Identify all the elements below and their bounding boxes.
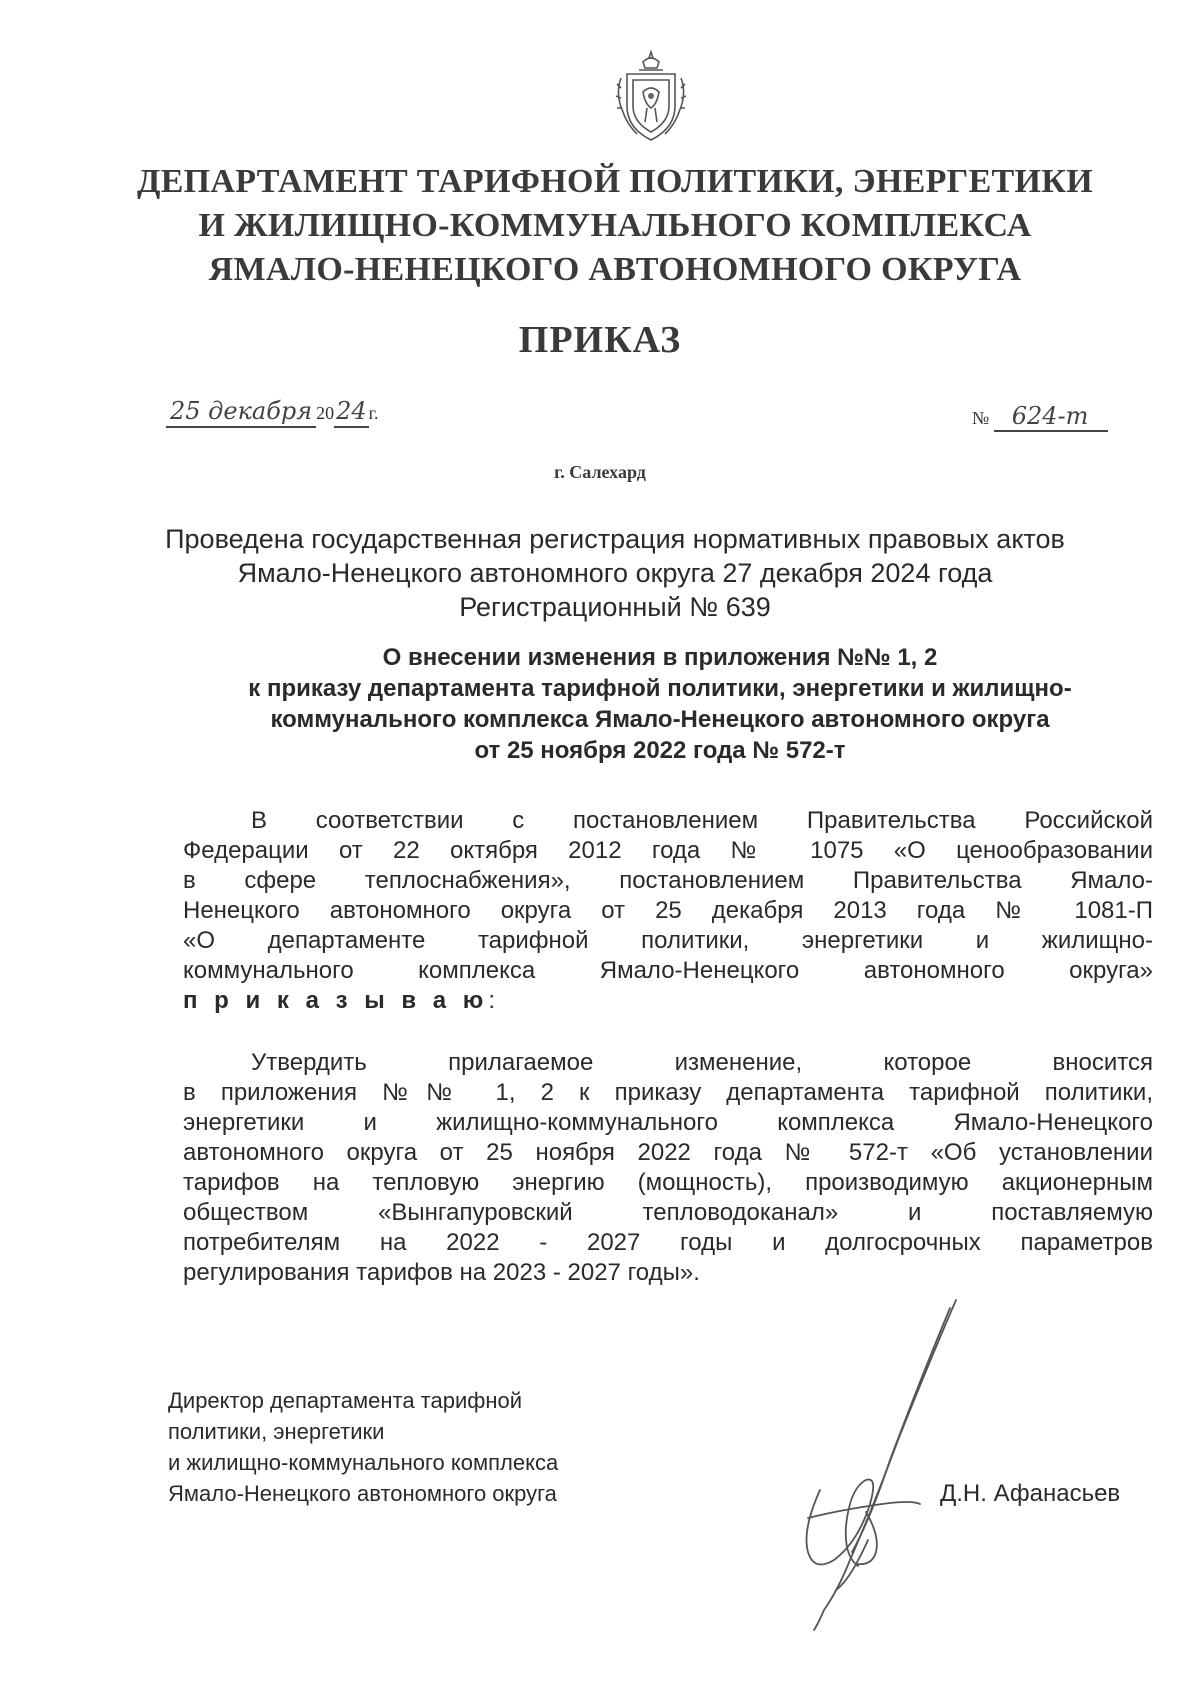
date-year-prefix: 20 xyxy=(316,403,335,423)
order-number-handwritten: 624-т xyxy=(1011,402,1089,430)
registration-line-1: Проведена государственная регистрация нормативных правовых актов xyxy=(165,524,1065,554)
preamble-line-1: В соответствии с постановлением Правительства Российской xyxy=(251,807,1153,834)
date-day-month-field xyxy=(166,398,316,428)
preamble-line-4: Ненецкого автономного округа от 25 декабря 2013 года № 1081-П xyxy=(183,897,1153,924)
subject-line-1: О внесении изменения в приложения №№ 1, 2 xyxy=(382,644,938,671)
signer-position-line-4: Ямало-Ненецкого автономного округа xyxy=(168,1481,557,1506)
city-of-issue: г. Салехард xyxy=(554,462,646,482)
order-number-field xyxy=(994,404,1108,432)
subject-line-2: к приказу департамента тарифной политики, энергетики и жилищно- xyxy=(248,675,1072,702)
subject-line-4: от 25 ноября 2022 года № 572-т xyxy=(474,737,846,764)
document-type-heading: ПРИКАЗ xyxy=(518,319,682,361)
order-subject xyxy=(160,642,1160,766)
operative-line-3: энергетики и жилищно-коммунального комплекса Ямало-Ненецкого xyxy=(183,1109,1153,1136)
operative-line-6: обществом «Вынгапуровский тепловодоканал» и поставляемую xyxy=(183,1199,1153,1226)
department-title-line-2: И ЖИЛИЩНО-КОММУНАЛЬНОГО КОМПЛЕКСА xyxy=(198,207,1032,244)
operative-line-8: регулирования тарифов на 2023 - 2027 годы». xyxy=(183,1259,700,1286)
signer-position xyxy=(168,1385,728,1509)
date-day-month-handwritten: 25 декабря xyxy=(170,397,313,425)
operative-line-5: тарифов на тепловую энергию (мощность), производимую акционерным xyxy=(183,1169,1153,1196)
preamble-line-5: «О департаменте тарифной политики, энергетики и жилищно- xyxy=(183,927,1153,954)
signer-position-line-2: политики, энергетики xyxy=(168,1419,385,1444)
order-word: п р и к а з ы в а ю xyxy=(183,987,489,1014)
order-word-line xyxy=(183,986,1153,1016)
operative-line-7: потребителям на 2022 - 2027 годы и долгосрочных параметров xyxy=(183,1229,1153,1256)
preamble-line-3: в сфере теплоснабжения», постановлением Правительства Ямало- xyxy=(183,867,1153,894)
preamble-line-2: Федерации от 22 октября 2012 года № 1075 «О ценообразовании xyxy=(183,837,1153,864)
department-title-line-3: ЯМАЛО-НЕНЕЦКОГО АВТОНОМНОГО ОКРУГА xyxy=(208,251,1022,288)
order-number xyxy=(972,404,1108,432)
preamble-line-6: коммунального комплекса Ямало-Ненецкого автономного округа» xyxy=(183,957,1153,984)
order-number-label: № xyxy=(972,408,990,428)
subject-line-3: коммунального комплекса Ямало-Ненецкого автономного округа xyxy=(270,706,1050,733)
department-title-line-1: ДЕПАРТАМЕНТ ТАРИФНОЙ ПОЛИТИКИ, ЭНЕРГЕТИКИ xyxy=(137,163,1093,200)
registration-line-3: Регистрационный № 639 xyxy=(459,592,771,622)
yanao-coat-of-arms-icon xyxy=(613,48,689,148)
operative-line-1: Утвердить прилагаемое изменение, которое вносится xyxy=(251,1049,1153,1076)
registration-note xyxy=(100,522,1130,624)
operative-line-2: в приложения №№ 1, 2 к приказу департамента тарифной политики, xyxy=(183,1079,1153,1106)
signer-position-line-1: Директор департамента тарифной xyxy=(168,1388,523,1413)
order-word-colon: : xyxy=(488,987,495,1014)
signer-name: Д.Н. Афанасьев xyxy=(940,1480,1121,1507)
date-year-handwritten: 24 xyxy=(336,397,367,425)
date-year-field xyxy=(334,398,369,428)
date-year-suffix: г. xyxy=(368,403,379,423)
operative-paragraph xyxy=(183,1048,1153,1288)
signer-position-line-3: и жилищно-коммунального комплекса xyxy=(168,1450,559,1475)
handwritten-signature-icon xyxy=(780,1290,980,1640)
preamble-paragraph xyxy=(183,806,1153,1016)
order-date xyxy=(166,398,379,428)
registration-line-2: Ямало-Ненецкого автономного округа 27 декабря 2024 года xyxy=(237,558,993,588)
operative-line-4: автономного округа от 25 ноября 2022 года № 572-т «Об установлении xyxy=(183,1139,1153,1166)
department-title xyxy=(100,160,1130,292)
